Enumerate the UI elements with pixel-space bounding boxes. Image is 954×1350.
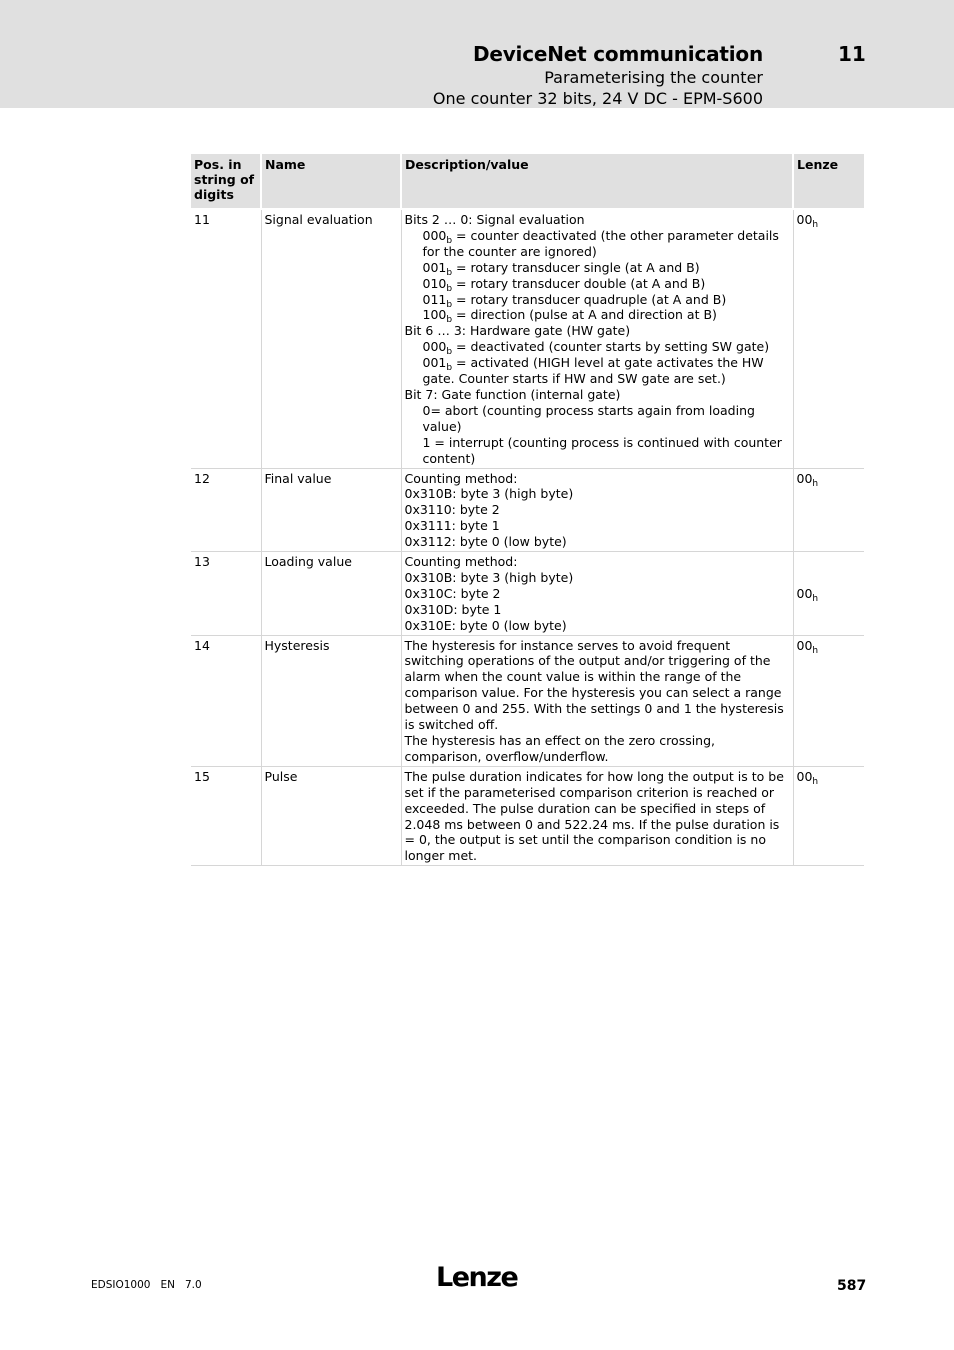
description-line xyxy=(405,502,790,518)
col-header-pos: Pos. in string of digits xyxy=(191,154,261,209)
page-number: 587 xyxy=(837,1278,867,1294)
line-text: = activated (HIGH level at gate activates the HW gate. Counter starts if HW and SW gate are set.) xyxy=(422,355,764,387)
hex-suffix: h xyxy=(812,220,819,230)
description-line xyxy=(405,292,790,308)
line-text: = rotary transducer double (at A and B) xyxy=(452,275,706,291)
cell-description xyxy=(401,552,793,636)
line-text: = counter deactivated (the other parameter details for the counter are ignored) xyxy=(422,227,779,259)
description-line xyxy=(405,435,790,467)
cell-name: Loading value xyxy=(261,552,401,636)
line-text: Bit 6 … 3: Hardware gate (HW gate) xyxy=(404,323,631,339)
hex-suffix: h xyxy=(812,478,819,489)
cell-pos: 15 xyxy=(191,766,261,865)
binary-suffix: b xyxy=(446,267,453,278)
cell-description xyxy=(401,468,793,552)
cell-description xyxy=(401,635,793,766)
bit-code: 000 xyxy=(422,339,447,355)
line-text: The hysteresis for instance serves to avoid frequent switching operations of the output and/or triggering of the alarm when the count value is within the range of the comparison value. For the hysteresis you can select a range between 0 and 255. With the settings 0 and 1 the hysteresis is switched off. xyxy=(404,637,784,733)
default-value: 00 xyxy=(796,768,813,784)
page-title: DeviceNet communication xyxy=(472,42,763,66)
bit-code: 000 xyxy=(422,227,447,243)
description-line xyxy=(405,471,790,487)
cell-name: Signal evaluation xyxy=(261,209,401,468)
default-value: 00 xyxy=(796,637,813,653)
description-line xyxy=(405,323,790,339)
description-line xyxy=(405,403,790,435)
lenze-logo: Lenze xyxy=(436,1262,518,1293)
cell-lenze-default xyxy=(793,468,864,552)
binary-suffix: b xyxy=(446,363,453,374)
default-value: 00 xyxy=(796,585,813,601)
line-text: 0x310C: byte 2 xyxy=(404,585,501,601)
document-id: EDSIO1000 EN 7.0 xyxy=(91,1279,202,1291)
binary-suffix: b xyxy=(446,283,453,294)
description-line xyxy=(405,570,790,586)
cell-description xyxy=(401,209,793,468)
binary-suffix: b xyxy=(446,347,453,358)
cell-description xyxy=(401,766,793,865)
cell-pos: 12 xyxy=(191,468,261,552)
description-line xyxy=(405,307,790,326)
description-line xyxy=(405,260,790,276)
cell-name: Final value xyxy=(261,468,401,552)
chapter-number: 11 xyxy=(838,42,866,66)
line-text: The hysteresis has an effect on the zero crossing, comparison, overflow/underflow. xyxy=(404,733,716,764)
line-text: Bit 7: Gate function (internal gate) xyxy=(404,386,621,402)
col-header-description: Description/value xyxy=(401,154,793,209)
default-value: 00 xyxy=(796,212,813,227)
line-text: Bits 2 … 0: Signal evaluation xyxy=(404,212,585,227)
line-text: 0= abort (counting process starts again from loading value) xyxy=(422,402,755,434)
hex-suffix: h xyxy=(812,593,819,604)
cell-name: Hysteresis xyxy=(261,635,401,766)
description-line xyxy=(405,602,790,618)
bit-code: 100 xyxy=(422,307,447,323)
table-header-row xyxy=(191,154,864,209)
binary-suffix: b xyxy=(446,315,453,326)
cell-pos: 13 xyxy=(191,552,261,636)
description-line xyxy=(405,534,790,550)
table-row xyxy=(191,209,864,468)
description-line xyxy=(405,554,790,570)
table-row xyxy=(191,468,864,552)
description-line xyxy=(405,339,790,358)
line-text: 0x310D: byte 1 xyxy=(404,601,502,617)
line-text: 0x3111: byte 1 xyxy=(404,518,500,534)
bit-code: 011 xyxy=(422,291,447,307)
description-line xyxy=(405,228,790,260)
line-text: 0x310E: byte 0 (low byte) xyxy=(404,617,567,633)
line-text: = direction (pulse at A and direction at B) xyxy=(452,307,717,323)
description-line xyxy=(405,518,790,534)
description-line xyxy=(405,618,790,634)
line-text: 0x310B: byte 3 (high byte) xyxy=(404,486,574,502)
parameter-table xyxy=(191,154,864,866)
description-line xyxy=(405,769,790,864)
cell-lenze-default xyxy=(793,766,864,865)
line-text: Counting method: xyxy=(404,554,518,570)
line-text: 0x3110: byte 2 xyxy=(404,502,500,518)
hex-suffix: h xyxy=(812,645,819,656)
hex-suffix: h xyxy=(812,776,819,787)
col-header-lenze: Lenze xyxy=(793,154,864,209)
cell-lenze-default xyxy=(793,635,864,766)
description-line xyxy=(405,586,790,602)
line-text: 0x310B: byte 3 (high byte) xyxy=(404,569,574,585)
description-line xyxy=(405,355,790,387)
cell-pos: 14 xyxy=(191,635,261,766)
col-header-name: Name xyxy=(261,154,401,209)
default-value: 00 xyxy=(796,470,813,486)
line-text: 0x3112: byte 0 (low byte) xyxy=(404,534,567,550)
cell-name: Pulse xyxy=(261,766,401,865)
subsection-subtitle: One counter 32 bits, 24 V DC - EPM-S600 xyxy=(432,89,763,108)
description-line xyxy=(405,212,790,228)
bit-code: 001 xyxy=(422,259,447,275)
bit-code: 001 xyxy=(422,355,447,371)
section-subtitle: Parameterising the counter xyxy=(544,68,763,87)
line-text: = rotary transducer single (at A and B) xyxy=(452,259,700,275)
description-line xyxy=(405,638,790,733)
line-text: Counting method: xyxy=(404,470,518,486)
line-text: = deactivated (counter starts by setting SW gate) xyxy=(452,339,770,355)
line-text: 1 = interrupt (counting process is continued with counter content) xyxy=(422,434,782,466)
bit-code: 010 xyxy=(422,275,447,291)
table-row xyxy=(191,552,864,636)
description-line xyxy=(405,733,790,765)
cell-lenze-default xyxy=(793,209,864,468)
description-line xyxy=(405,486,790,502)
description-line xyxy=(405,276,790,292)
line-text: The pulse duration indicates for how long the output is to be set if the parameterised comparison criterion is reached or exceeded. The pulse duration can be specified in steps of 2.048 ms between 0 and 522.24 ms. If the pulse duration is = 0, the output is set until the comparison condition is no longer met. xyxy=(404,768,784,864)
line-text: = rotary transducer quadruple (at A and B) xyxy=(452,291,727,307)
description-line xyxy=(405,387,790,403)
cell-pos: 11 xyxy=(191,209,261,468)
binary-suffix: b xyxy=(446,299,453,310)
binary-suffix: b xyxy=(446,235,453,246)
cell-lenze-default xyxy=(793,552,864,636)
table-row xyxy=(191,766,864,865)
table-row xyxy=(191,635,864,766)
